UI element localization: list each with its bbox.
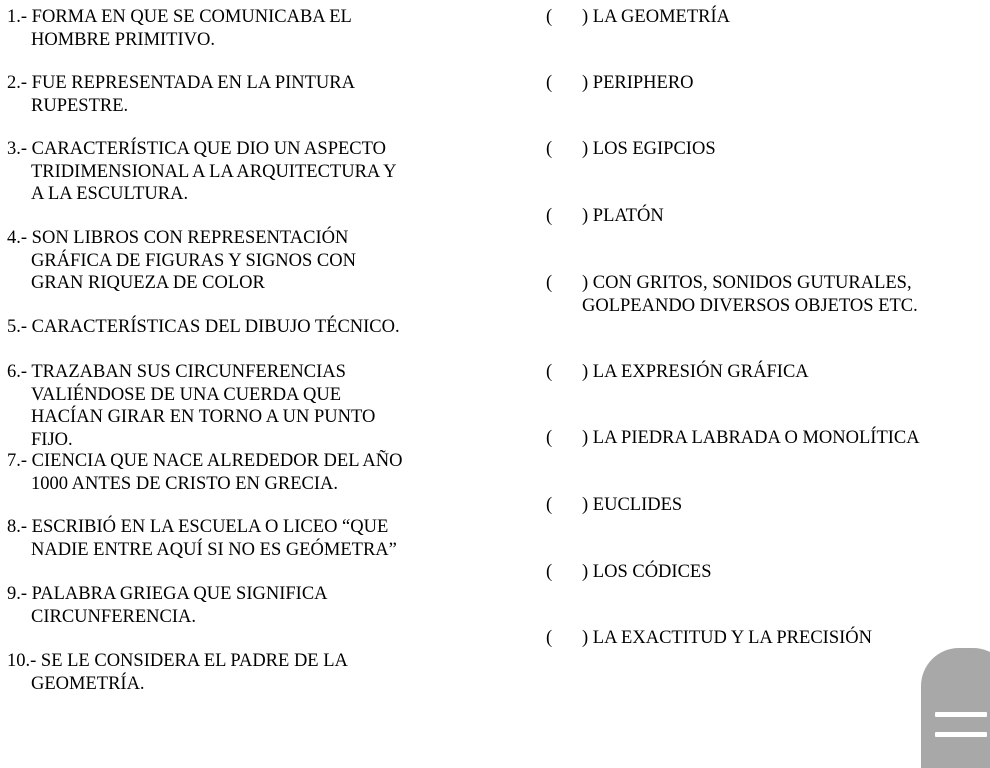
question-text-continued: TRIDIMENSIONAL A LA ARQUITECTURA Y A LA ESCULTURA. bbox=[31, 161, 397, 204]
answer-text: ) PLATÓN bbox=[582, 206, 664, 226]
question-number: 6.- bbox=[7, 362, 28, 382]
question-item bbox=[7, 361, 452, 451]
question-text-continued: VALIÉNDOSE DE UNA CUERDA QUE HACÍAN GIRAR EN TORNO A UN PUNTO FIJO. bbox=[31, 384, 376, 450]
question-text: CIENCIA QUE NACE ALREDEDOR DEL AÑO bbox=[31, 451, 403, 471]
question-item bbox=[7, 6, 452, 51]
answer-text: ) LA EXPRESIÓN GRÁFICA bbox=[582, 362, 809, 382]
question-item bbox=[7, 72, 452, 117]
answer-text: ) LOS CÓDICES bbox=[582, 562, 712, 582]
answer-blank[interactable]: ( bbox=[546, 628, 553, 648]
question-text-continued: CIRCUNFERENCIA. bbox=[31, 606, 196, 627]
answer-blank[interactable]: ( bbox=[546, 139, 553, 159]
question-text: CARACTERÍSTICAS DEL DIBUJO TÉCNICO. bbox=[31, 317, 400, 337]
question-number: 3.- bbox=[7, 139, 28, 159]
question-text: FORMA EN QUE SE COMUNICABA EL bbox=[31, 7, 352, 27]
question-item bbox=[7, 138, 452, 206]
question-item bbox=[7, 650, 452, 695]
question-number: 2.- bbox=[7, 73, 28, 93]
question-text: SON LIBROS CON REPRESENTACIÓN bbox=[31, 228, 349, 248]
answer-text: ) LA PIEDRA LABRADA O MONOLÍTICA bbox=[582, 428, 920, 448]
answer-text: ) LA EXACTITUD Y LA PRECISIÓN bbox=[582, 628, 872, 648]
answer-blank[interactable]: ( bbox=[546, 273, 553, 293]
answer-blank[interactable]: ( bbox=[546, 7, 553, 27]
answer-item bbox=[546, 561, 986, 584]
question-text: SE LE CONSIDERA EL PADRE DE LA bbox=[40, 651, 348, 671]
answer-text: ) PERIPHERO bbox=[582, 73, 694, 93]
question-number: 10.- bbox=[7, 651, 37, 671]
question-number: 4.- bbox=[7, 228, 28, 248]
answer-item bbox=[546, 72, 986, 95]
answer-blank[interactable]: ( bbox=[546, 362, 553, 382]
answer-blank[interactable]: ( bbox=[546, 206, 553, 226]
question-text: PALABRA GRIEGA QUE SIGNIFICA bbox=[31, 584, 328, 604]
answer-item bbox=[546, 627, 986, 650]
question-text-continued: GEOMETRÍA. bbox=[31, 673, 145, 694]
answer-text: ) CON GRITOS, SONIDOS GUTURALES, GOLPEANDO DIVERSOS OBJETOS ETC. bbox=[582, 273, 918, 316]
answer-text: ) LA GEOMETRÍA bbox=[582, 7, 730, 27]
answer-item bbox=[546, 138, 986, 161]
answer-text: ) EUCLIDES bbox=[582, 495, 683, 515]
answer-item bbox=[546, 272, 986, 317]
question-text-continued: 1000 ANTES DE CRISTO EN GRECIA. bbox=[31, 473, 338, 494]
answer-blank[interactable]: ( bbox=[546, 73, 553, 93]
answer-item bbox=[546, 361, 986, 384]
question-text: TRAZABAN SUS CIRCUNFERENCIAS bbox=[31, 362, 346, 382]
answer-text: ) LOS EGIPCIOS bbox=[582, 139, 716, 159]
menu-button[interactable] bbox=[921, 648, 990, 768]
question-text-continued: GRÁFICA DE FIGURAS Y SIGNOS CON GRAN RIQUEZA DE COLOR bbox=[31, 250, 356, 293]
question-number: 1.- bbox=[7, 7, 28, 27]
question-text-continued: HOMBRE PRIMITIVO. bbox=[31, 29, 215, 50]
question-item bbox=[7, 516, 452, 561]
question-text: ESCRIBIÓ EN LA ESCUELA O LICEO “QUE bbox=[31, 517, 389, 537]
answer-blank[interactable]: ( bbox=[546, 428, 553, 448]
question-number: 9.- bbox=[7, 584, 28, 604]
answer-item bbox=[546, 6, 986, 29]
question-text-continued: RUPESTRE. bbox=[31, 95, 129, 116]
answer-blank[interactable]: ( bbox=[546, 562, 553, 582]
answer-item bbox=[546, 205, 986, 228]
question-item bbox=[7, 583, 452, 628]
question-number: 5.- bbox=[7, 317, 28, 337]
question-item bbox=[7, 450, 452, 495]
question-number: 7.- bbox=[7, 451, 28, 471]
question-text: CARACTERÍSTICA QUE DIO UN ASPECTO bbox=[31, 139, 386, 159]
question-item bbox=[7, 227, 452, 295]
answer-blank[interactable]: ( bbox=[546, 495, 553, 515]
answer-item bbox=[546, 427, 986, 450]
question-text: FUE REPRESENTADA EN LA PINTURA bbox=[31, 73, 355, 93]
question-item bbox=[7, 316, 452, 339]
question-text-continued: NADIE ENTRE AQUÍ SI NO ES GEÓMETRA” bbox=[31, 539, 397, 560]
answer-item bbox=[546, 494, 986, 517]
question-number: 8.- bbox=[7, 517, 28, 537]
